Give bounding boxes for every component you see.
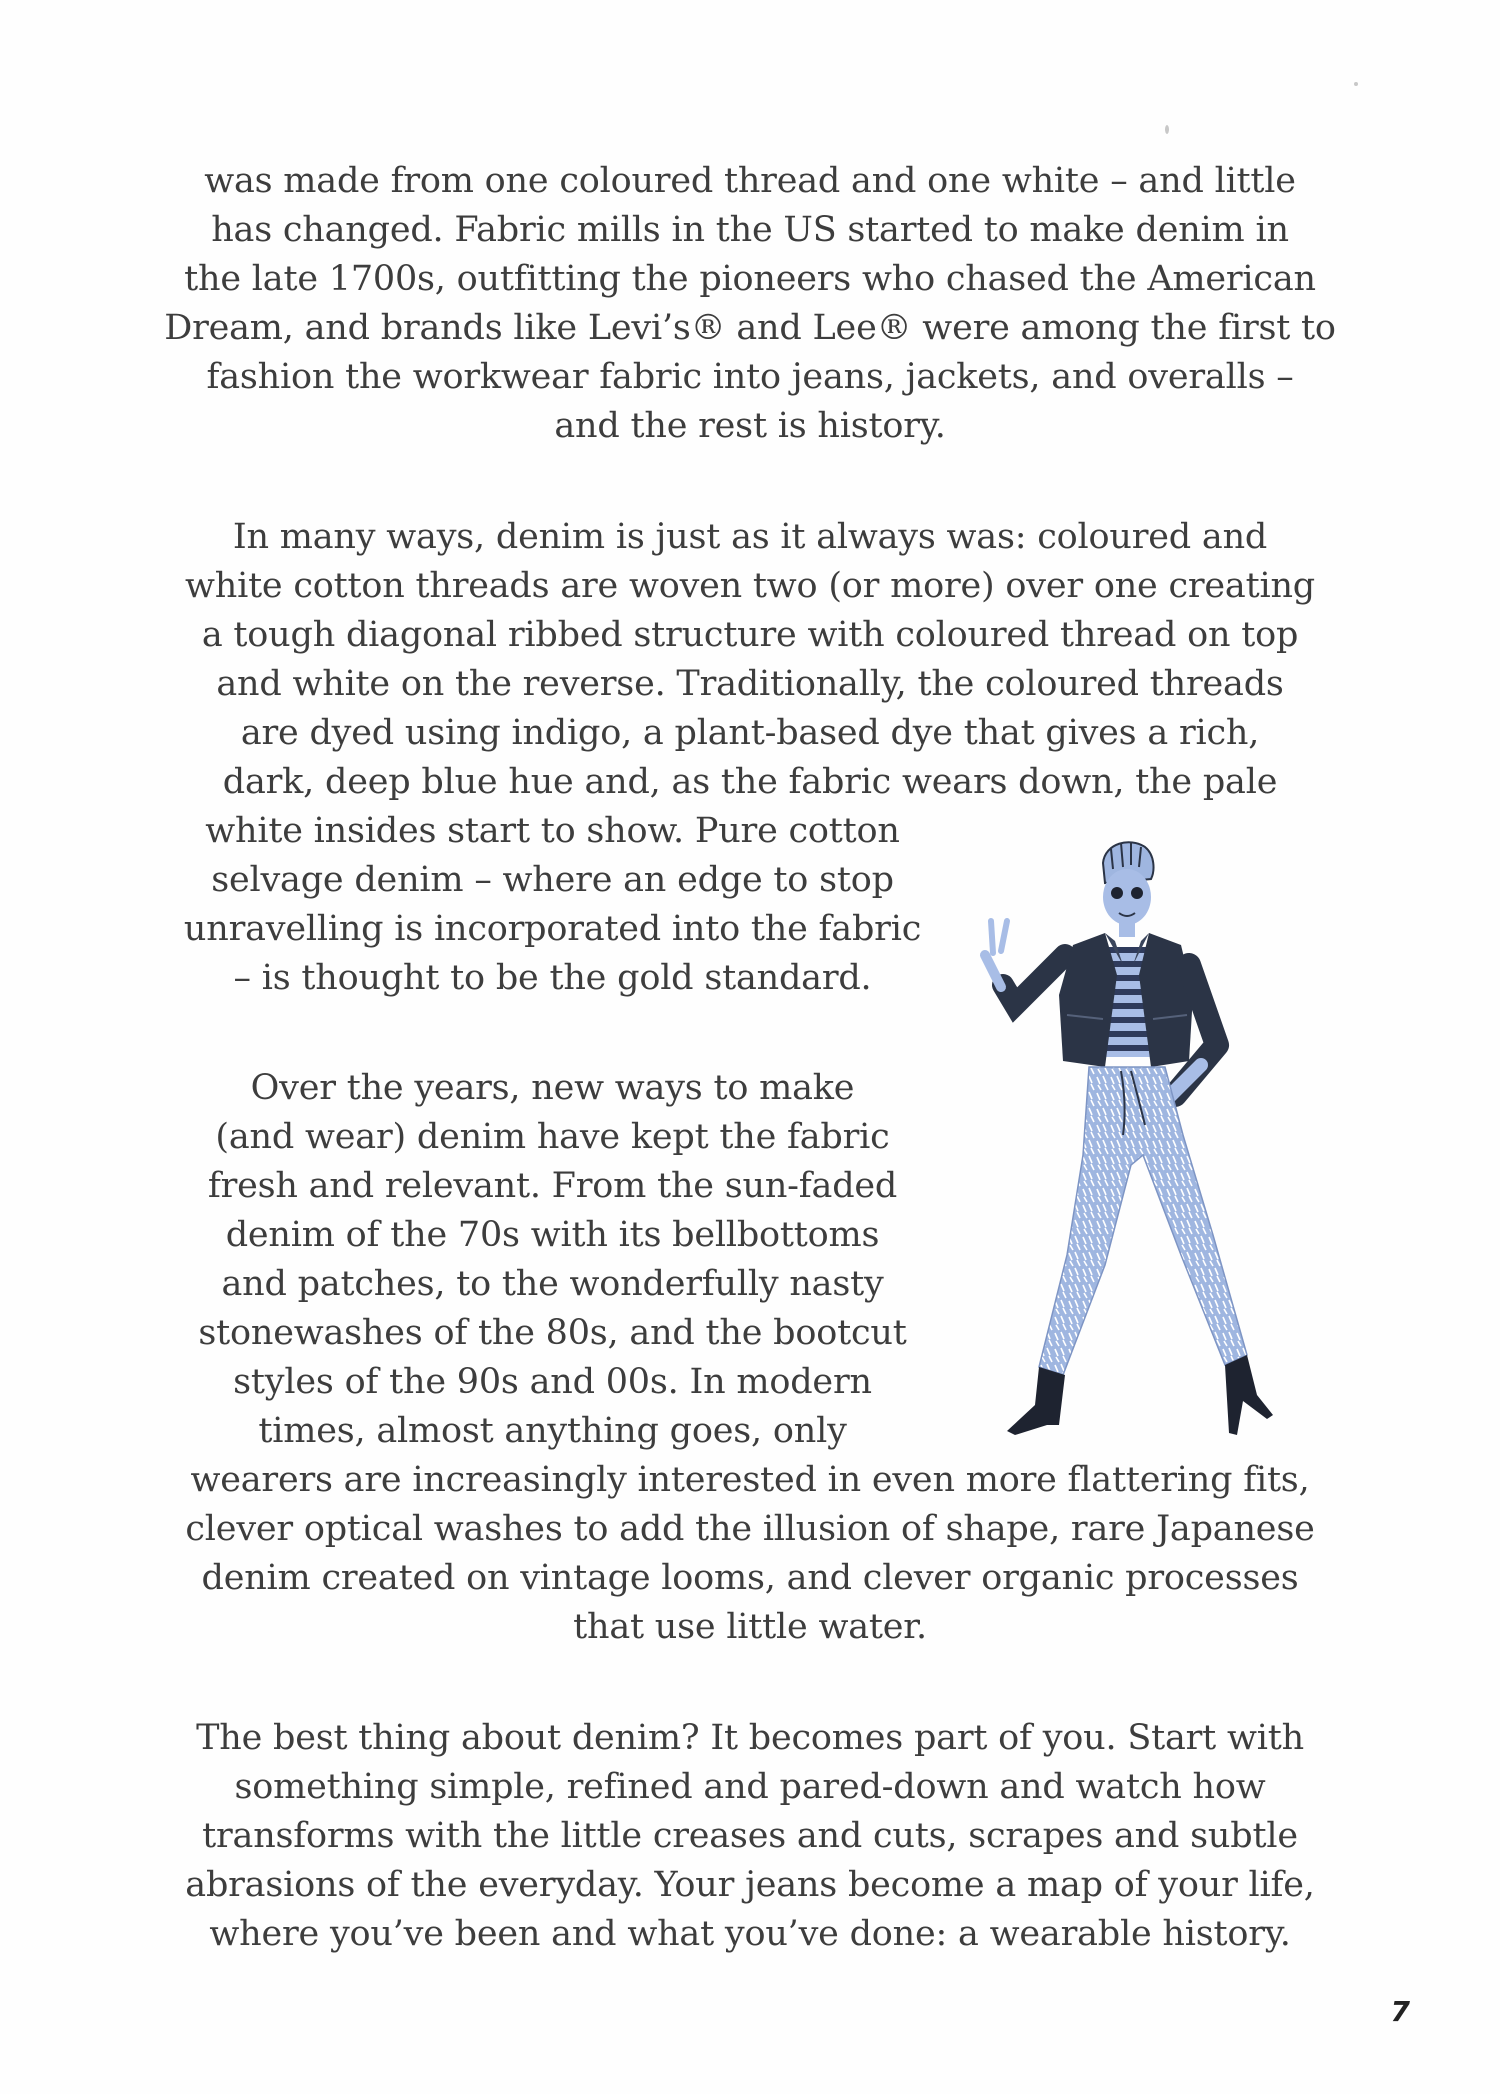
paragraph-4-line-2: something simple, refined and pared-down and watch how (234, 1767, 1266, 1807)
paragraph-3-line-1: wearers are increasingly interested in even more flattering fits, (190, 1460, 1310, 1500)
paragraph-3-narrow-line-8: times, almost anything goes, only (258, 1411, 847, 1451)
paragraph-4-line-4: abrasions of the everyday. Your jeans become a map of your life, (185, 1865, 1315, 1905)
paragraph-3-narrow-line-5: and patches, to the wonderfully nasty (221, 1264, 884, 1304)
scan-speck (1354, 82, 1358, 86)
paragraph-1-line-2: has changed. Fabric mills in the US started to make denim in (211, 210, 1289, 250)
paragraph-2-narrow-line-4: – is thought to be the gold standard. (233, 958, 872, 998)
paragraph-3-narrow-line-6: stonewashes of the 80s, and the bootcut (198, 1313, 907, 1353)
page-number: 7 (1390, 1995, 1410, 2028)
paragraph-3-line-4: that use little water. (573, 1607, 927, 1647)
paragraph-1-line-3: the late 1700s, outfitting the pioneers who chased the American (184, 259, 1316, 299)
paragraph-2-line-3: a tough diagonal ribbed structure with coloured thread on top (201, 615, 1299, 655)
paragraph-3-narrow-line-2: (and wear) denim have kept the fabric (215, 1117, 890, 1157)
paragraph-4-line-1: The best thing about denim? It becomes part of you. Start with (196, 1718, 1304, 1758)
paragraph-3-narrow-line-3: fresh and relevant. From the sun-faded (207, 1166, 898, 1206)
paragraph-4-line-5: where you’ve been and what you’ve done: a wearable history. (209, 1914, 1291, 1954)
paragraph-2-line-2: white cotton threads are woven two (or more) over one creating (184, 566, 1316, 606)
paragraph-1-line-1: was made from one coloured thread and one white – and little (204, 161, 1296, 201)
paragraph-3-narrow-line-1: Over the years, new ways to make (250, 1068, 855, 1108)
paragraph-2-narrow-line-1: white insides start to show. Pure cotton (205, 811, 900, 851)
paragraph-1-line-5: fashion the workwear fabric into jeans, jackets, and overalls – (206, 357, 1294, 397)
paragraph-1-line-6: and the rest is history. (554, 406, 946, 446)
paragraph-2-narrow-line-2: selvage denim – where an edge to stop (211, 860, 894, 900)
paragraph-2-line-6: dark, deep blue hue and, as the fabric wears down, the pale (222, 762, 1278, 802)
paragraph-3-narrow-line-4: denim of the 70s with its bellbottoms (225, 1215, 880, 1255)
paragraph-3-line-2: clever optical washes to add the illusion of shape, rare Japanese (185, 1509, 1315, 1549)
paragraph-2-line-4: and white on the reverse. Traditionally, the coloured threads (216, 664, 1284, 704)
paragraph-2-line-5: are dyed using indigo, a plant-based dye that gives a rich, (240, 713, 1260, 753)
paragraph-3-line-3: denim created on vintage looms, and clever organic processes (201, 1558, 1299, 1598)
scan-speck (1165, 125, 1169, 134)
paragraph-3-narrow-line-7: styles of the 90s and 00s. In modern (233, 1362, 872, 1402)
paragraph-2-narrow-line-3: unravelling is incorporated into the fabric (183, 909, 922, 949)
denim-figure-icon (955, 835, 1295, 1455)
paragraph-2-line-1: In many ways, denim is just as it always was: coloured and (232, 517, 1268, 557)
paragraph-4-line-3: transforms with the little creases and cuts, scrapes and subtle (202, 1816, 1298, 1856)
paragraph-1-line-4: Dream, and brands like Levi’s® and Lee® were among the first to (164, 308, 1336, 348)
